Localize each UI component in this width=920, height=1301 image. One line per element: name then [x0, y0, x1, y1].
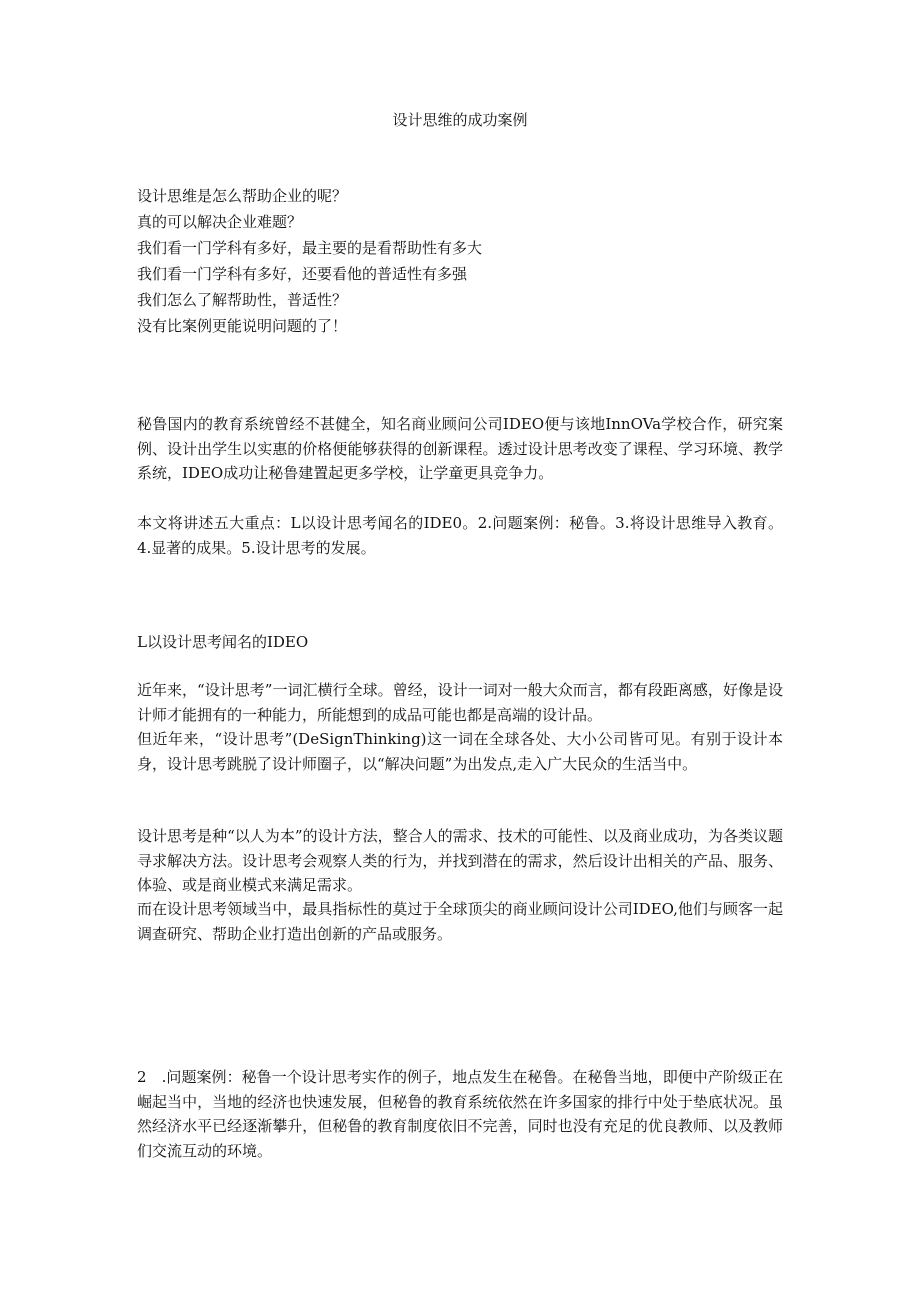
intro-line: 真的可以解决企业难题？	[137, 213, 303, 231]
intro-line: 我们看一门学科有多好，还要看他的普适性有多强	[137, 265, 468, 283]
intro-line: 没有比案例更能说明问题的了！	[137, 317, 348, 335]
paragraph-peru-case: 2 .问题案例：秘鲁一个设计思考实作的例子，地点发生在秘鲁。在秘鲁当地，即便中产阶级正在崛起当中，当地的经济也快速发展，但秘鲁的教育系统依然在许多国家的排行中处于垫底状况。虽然经济水平已经逐渐攀升，但秘鲁的教育制度依旧不完善，同时也没有充足的优良教师、以及教师们交流互动的环境。	[137, 1068, 783, 1160]
paragraph-ideo-leader: 而在设计思考领域当中，最具指标性的莫过于全球顶尖的商业顾问设计公司IDEO,他们与顾客一起调查研究、帮助企业打造出创新的产品或服务。	[137, 900, 783, 943]
document-title: 设计思维的成功案例	[392, 111, 528, 129]
intro-line: 我们看一门学科有多好，最主要的是看帮助性有多大	[137, 239, 483, 257]
intro-line: 设计思维是怎么帮助企业的呢？	[137, 187, 348, 205]
section-heading-ideo: L以设计思考闻名的IDEO	[137, 633, 309, 651]
intro-block	[137, 183, 783, 339]
intro-line: 我们怎么了解帮助性，普适性？	[137, 291, 348, 309]
paragraph-peru-overview: 秘鲁国内的教育系统曾经不甚健全，知名商业顾问公司IDEO便与该地InnOVa学校合作，研究案例、设计出学生以实惠的价格便能够获得的创新课程。透过设计思考改变了课程、学习环境、教学系统，IDEO成功让秘鲁建置起更多学校，让学童更具竞争力。	[137, 415, 783, 482]
paragraph-design-thinking-intro: 近年来，“设计思考”一词汇横行全球。曾经，设计一词对一般大众而言，都有段距离感，好像是设计师才能拥有的一种能力，所能想到的成品可能也都是高端的设计品。	[137, 681, 783, 724]
paragraph-outline: 本文将讲述五大重点：L以设计思考闻名的IDE0。2.问题案例：秘鲁。3.将设计思维导入教育。4.显著的成果。5.设计思考的发展。	[137, 514, 783, 557]
paragraph-design-thinking-spread: 但近年来，“设计思考”(DeSignThinking)这一词在全球各处、大小公司皆可见。有别于设计本身，设计思考跳脱了设计师圈子，以“解决问题”为出发点,走入广大民众的生活当中。	[137, 730, 783, 773]
paragraph-design-thinking-definition: 设计思考是种“以人为本”的设计方法，整合人的需求、技术的可能性、以及商业成功，为各类议题寻求解决方法。设计思考会观察人类的行为，并找到潜在的需求，然后设计出相关的产品、服务、体验、或是商业模式来满足需求。	[137, 827, 783, 894]
